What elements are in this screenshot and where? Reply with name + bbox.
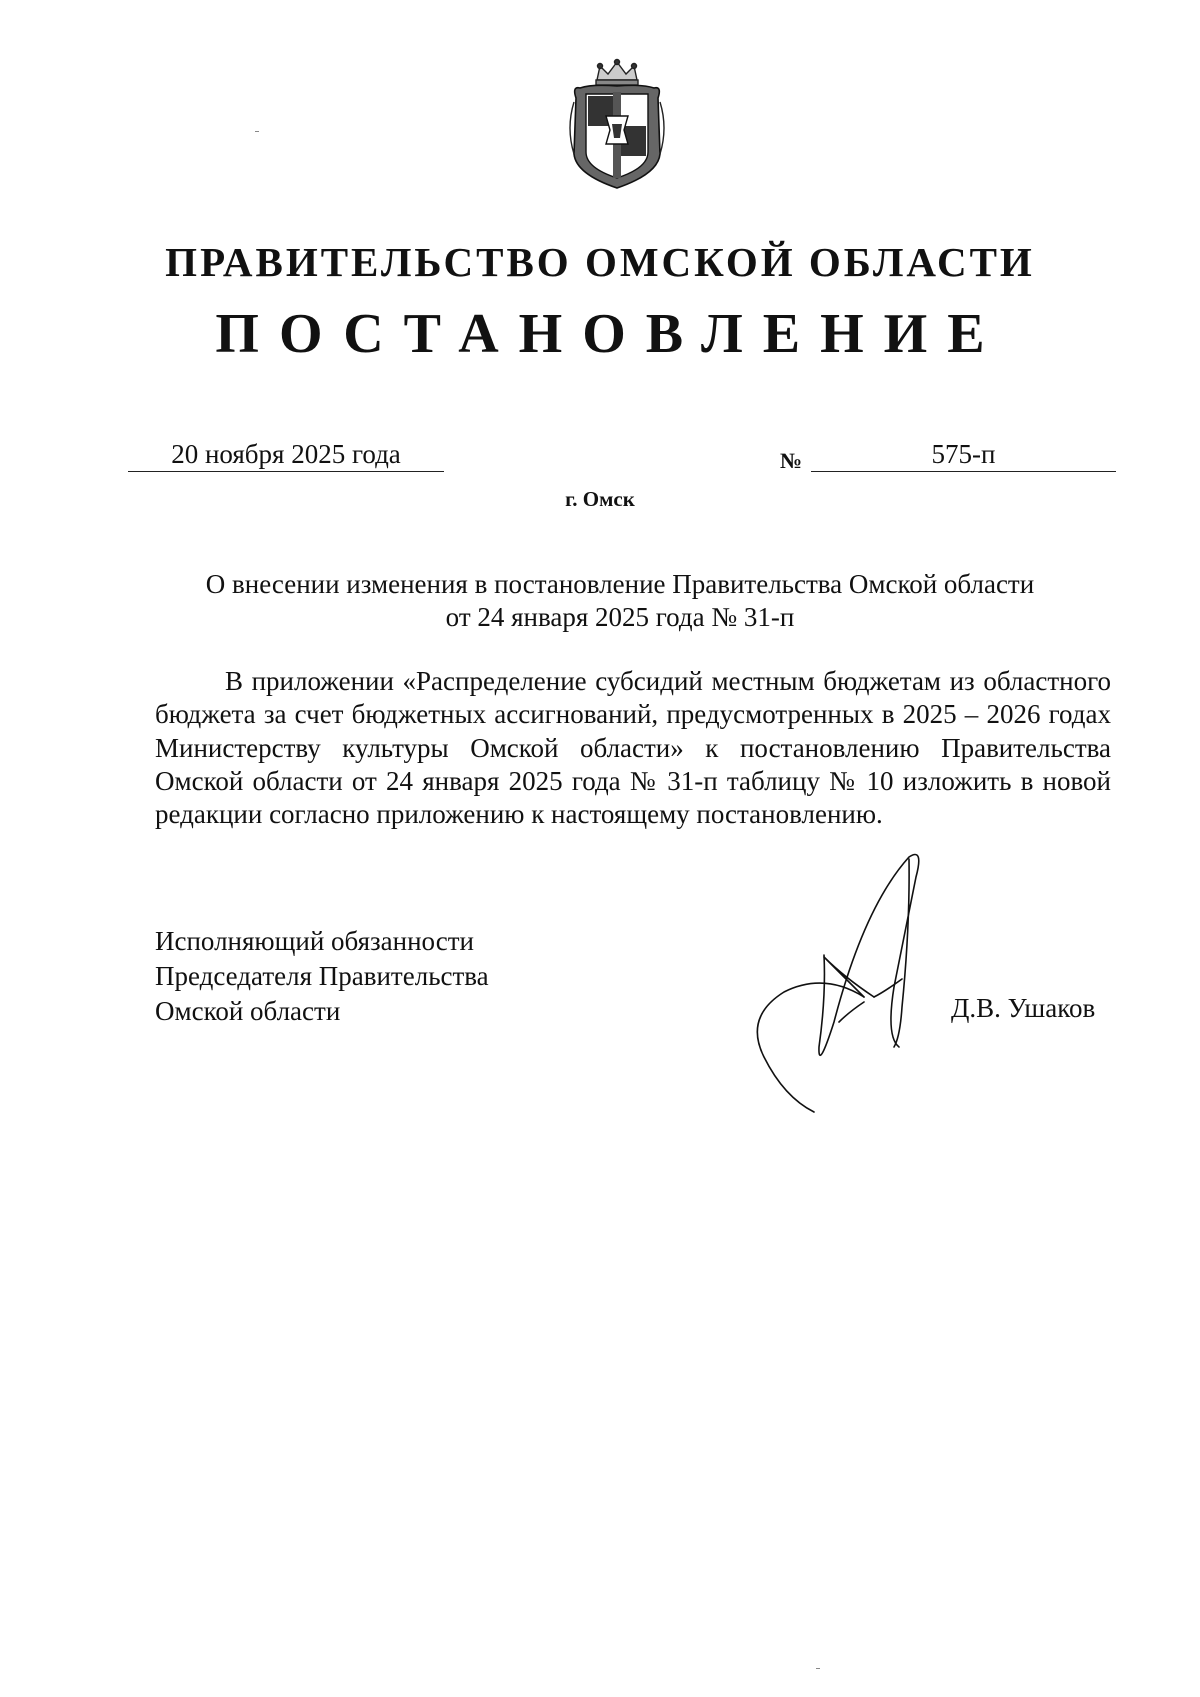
scan-speck <box>255 131 259 132</box>
position-line-1: Исполняющий обязанности <box>155 926 474 956</box>
coat-of-arms-emblem <box>562 58 672 192</box>
document-city: г. Омск <box>565 487 635 511</box>
document-type-title: ПОСТАНОВЛЕНИЕ <box>215 303 1005 365</box>
subject-line-1: О внесении изменения в постановление Правительства Омской области <box>205 569 1035 599</box>
handwritten-signature <box>724 847 974 1127</box>
signatory-name: Д.В. Ушаков <box>951 993 1096 1023</box>
organization-title: ПРАВИТЕЛЬСТВО ОМСКОЙ ОБЛАСТИ <box>165 239 1035 285</box>
position-line-3: Омской области <box>155 996 341 1026</box>
number-sign: № <box>780 448 803 473</box>
document-number: 575-п <box>811 437 1116 472</box>
document-body-paragraph: В приложении «Распределение субсидий местным бюджетам из областного бюджета за счет бюджетных ассигнований, предусмотренных в 2025 – 2026 годах Министерству культуры Омской области» к постановлению Правительства Омской области от 24 января 2025 года № 31-п таблицу № 10 изложить в новой редакции согласно приложению к настоящему постановлению. <box>155 666 1111 830</box>
scan-speck <box>816 1668 820 1669</box>
document-subject <box>150 568 1090 634</box>
signatory-position <box>155 924 489 1029</box>
position-line-2: Председателя Правительства <box>155 961 489 991</box>
subject-line-2: от 24 января 2025 года № 31-п <box>445 602 795 632</box>
document-date: 20 ноября 2025 года <box>128 437 444 472</box>
